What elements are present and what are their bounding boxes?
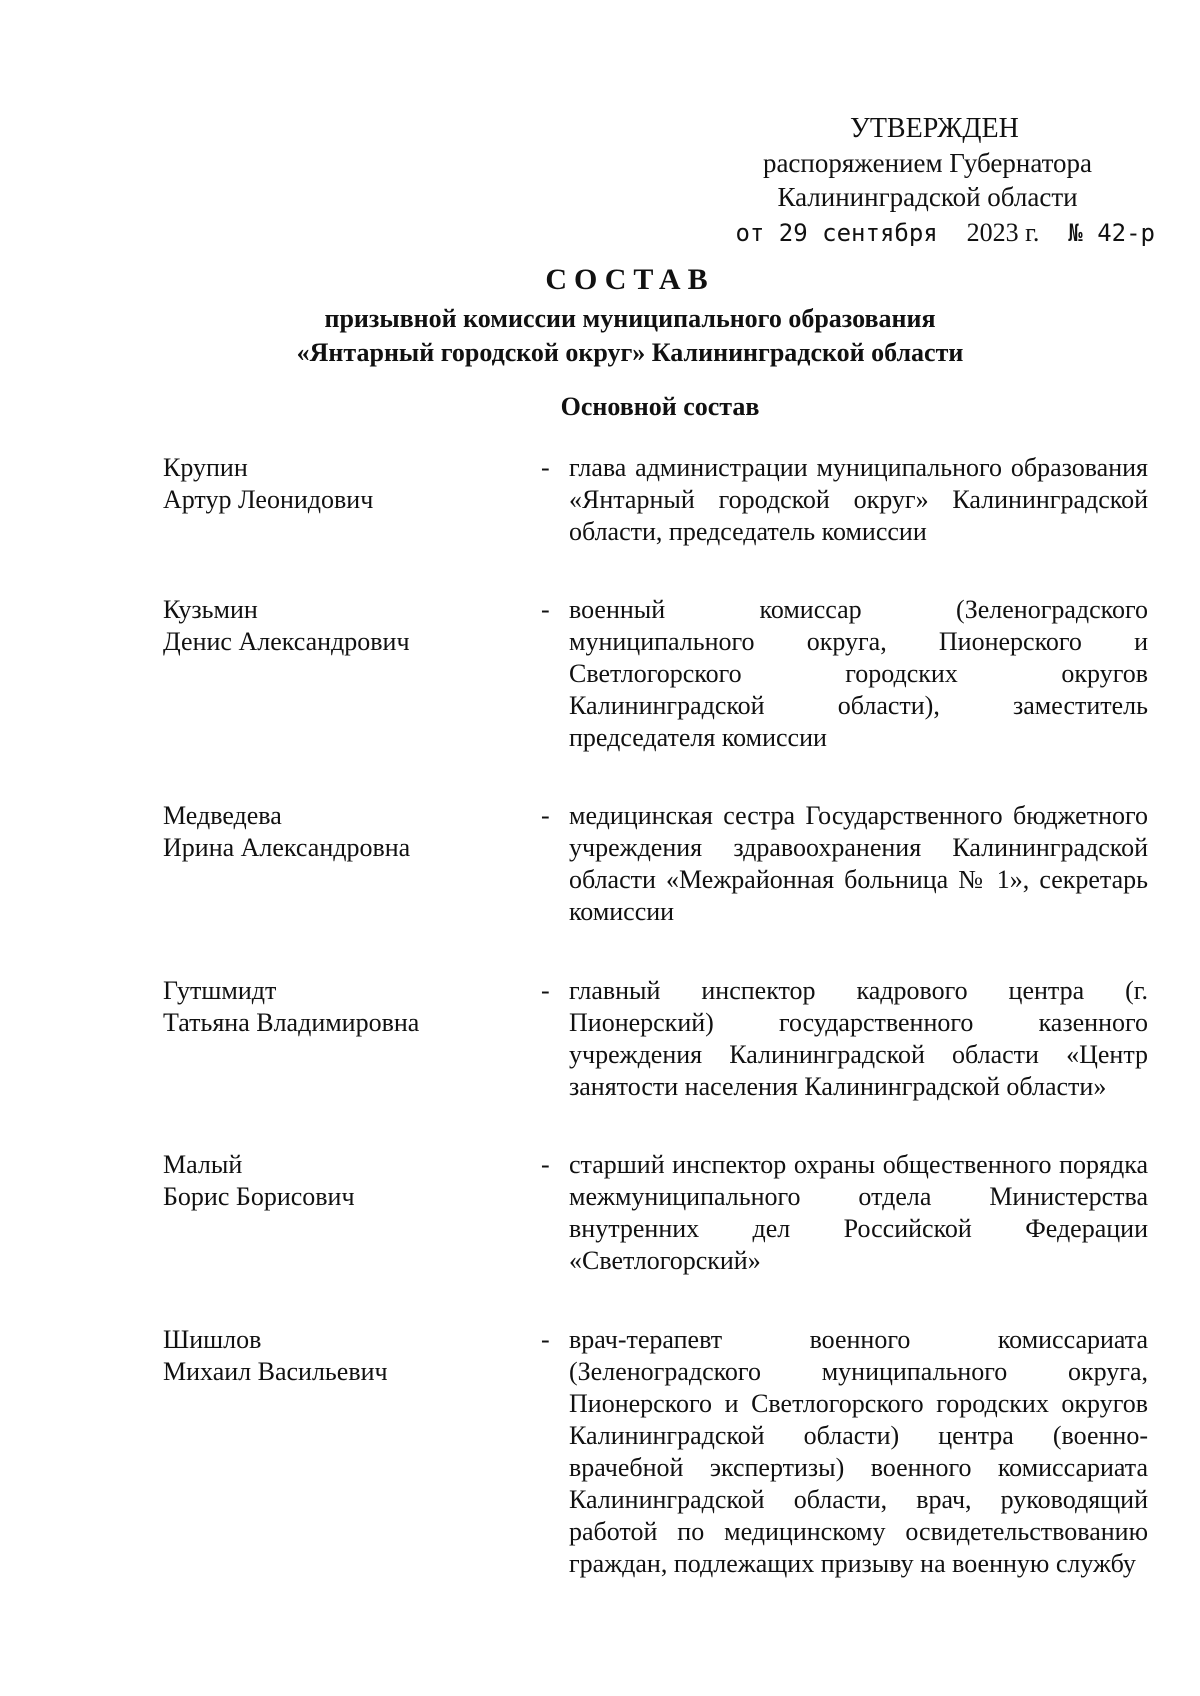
- member-role: старший инспектор охраны общественного порядка межмуниципального отдела Министерства внутренних дел Российской Федерации «Светлогорский»: [569, 1150, 1148, 1275]
- member-entry: [163, 800, 1148, 928]
- member-role: военный комиссар (Зеленоградского муниципального округа, Пионерского и Светлогорского городских округов Калининградской области), заместитель председателя комиссии: [569, 595, 1148, 752]
- member-dash: -: [541, 801, 550, 830]
- approval-dateline: [700, 216, 1155, 250]
- member-dash: -: [541, 1325, 550, 1354]
- member-surname: Гутшмидт: [163, 976, 277, 1005]
- member-name: [163, 1149, 541, 1277]
- member-dash: -: [541, 1150, 550, 1179]
- approval-number: № 42-р: [1068, 219, 1155, 247]
- member-role: врач-терапевт военного комиссариата (Зеленоградского муниципального округа, Пионерского и Светлогорского городских округов Калининградской области) центра (военно-врачебной экспертизы) военного комиссариата Калининградской области, врач, руководящий работой по медицинскому освидетельствованию граждан, подлежащих призыву на военную службу: [569, 1325, 1148, 1578]
- member-entry: [163, 594, 1148, 754]
- member-entry: [163, 975, 1148, 1103]
- member-dash: -: [541, 976, 550, 1005]
- member-role: медицинская сестра Государственного бюджетного учреждения здравоохранения Калининградской области «Межрайонная больница № 1», секретарь комиссии: [569, 801, 1148, 926]
- member-given-names: Михаил Васильевич: [163, 1357, 388, 1386]
- member-given-names: Борис Борисович: [163, 1182, 355, 1211]
- member-surname: Малый: [163, 1150, 243, 1179]
- member-given-names: Артур Леонидович: [163, 485, 374, 514]
- document-subtitle-line-2: «Янтарный городской округ» Калининградской области: [296, 338, 964, 367]
- member-surname: Шишлов: [163, 1325, 262, 1354]
- member-role: глава администрации муниципального образования «Янтарный городской округ» Калининградской области, председатель комиссии: [569, 453, 1148, 546]
- member-given-names: Денис Александрович: [163, 627, 410, 656]
- member-dash: -: [541, 453, 550, 482]
- approval-region: Калининградской области: [777, 182, 1078, 212]
- member-entry: [163, 452, 1148, 548]
- document-title-block: [0, 262, 1200, 370]
- member-name: [163, 800, 541, 928]
- member-given-names: Ирина Александровна: [163, 833, 411, 862]
- member-name: [163, 1324, 541, 1580]
- approval-date: от 29 сентября: [735, 219, 938, 247]
- approved-label: УТВЕРЖДЕН: [850, 113, 1019, 144]
- members-list: [163, 452, 1148, 1580]
- member-surname: Кузьмин: [163, 595, 258, 624]
- document-subtitle-line-1: призывной комиссии муниципального образования: [324, 304, 936, 333]
- document-title: СОСТАВ: [545, 263, 715, 296]
- approval-year: 2023 г.: [966, 218, 1040, 247]
- section-heading: Основной состав: [560, 392, 760, 421]
- member-given-names: Татьяна Владимировна: [163, 1008, 420, 1037]
- member-entry: [163, 1324, 1148, 1580]
- member-name: [163, 452, 541, 548]
- member-entry: [163, 1149, 1148, 1277]
- approval-stamp-block: [700, 112, 1155, 250]
- member-surname: Крупин: [163, 453, 248, 482]
- approval-authority: распоряжением Губернатора: [762, 148, 1093, 178]
- member-dash: -: [541, 595, 550, 624]
- member-surname: Медведева: [163, 801, 282, 830]
- member-role: главный инспектор кадрового центра (г. Пионерский) государственного казенного учреждения Калининградской области «Центр занятости населения Калининградской области»: [569, 976, 1148, 1101]
- member-name: [163, 975, 541, 1103]
- member-name: [163, 594, 541, 754]
